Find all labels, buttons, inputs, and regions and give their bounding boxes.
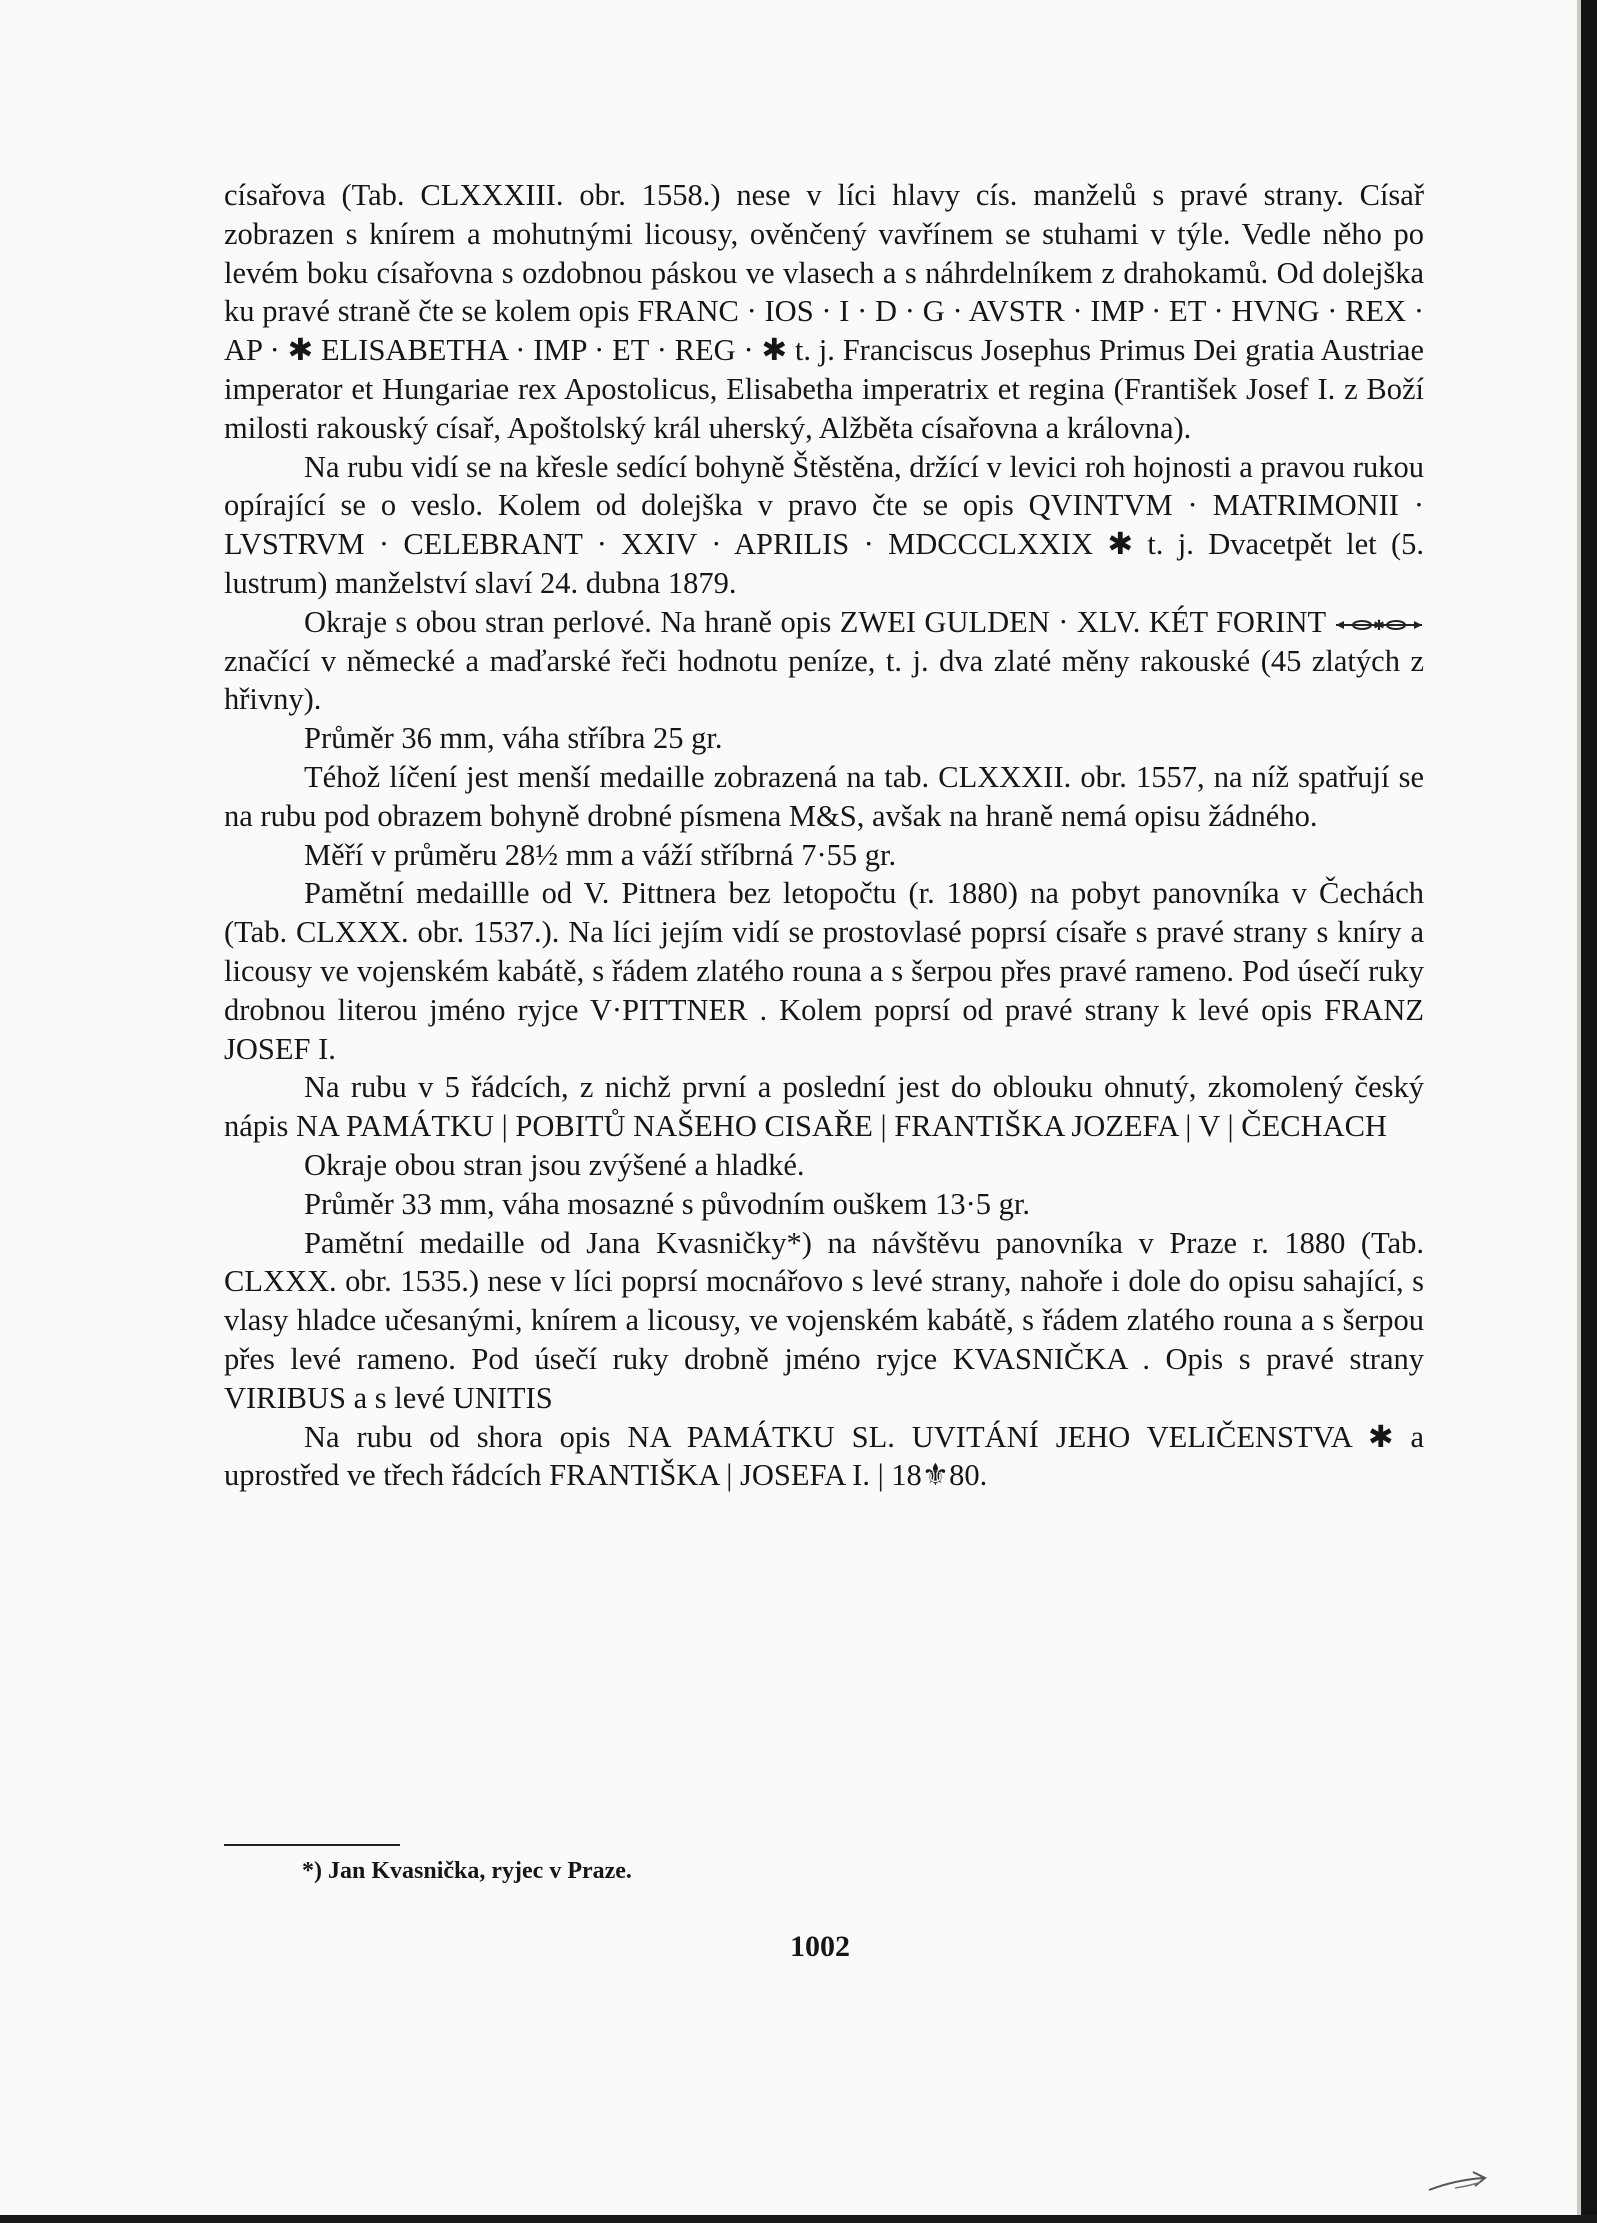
scan-border-right bbox=[1581, 0, 1597, 2223]
page-number: 1002 bbox=[790, 1930, 850, 1963]
footnote-divider bbox=[224, 1844, 400, 1846]
paragraph-obverse-description: císařova (Tab. CLXXXIII. obr. 1558.) nese v líci hlavy cís. manželů s pravé strany. Císař zobrazen s knírem a mohutnými licousy, ověnčený vavřínem se stuhami v týle. Vedle něho po levém boku císařovna s ozdobnou páskou ve vlasech a s náhrdelníkem z drahokamů. Od dolejška ku pravé straně čte se kolem opis FRANC · IOS · I · D · G · AVSTR · IMP · ET · HVNG · REX · AP · ✱ ELISABETHA · IMP · ET · REG · ✱ t. j. Franciscus Josephus Primus Dei gratia Austriae imperator et Hungariae rex Apostolicus, Elisabetha imperatrix et regina (František Josef I. z Boží milosti rakouský císař, Apoštolský král uherský, Alžběta císařovna a královna). bbox=[224, 178, 1424, 445]
paragraph-diameter-weight: Průměr 36 mm, váha stříbra 25 gr. bbox=[304, 721, 723, 756]
edges-text-end: značící v německé a maďarské řeči hodnotu peníze, t. j. dva zlaté měny rakouské (45 zlatých z hřivny). bbox=[224, 643, 1424, 717]
svg-text:✱: ✱ bbox=[1373, 617, 1385, 634]
footnote: *) Jan Kvasnička, ryjec v Praze. bbox=[302, 1858, 632, 1884]
paragraph-pittner-medal: Pamětní medaillle od V. Pittnera bez letopočtu (r. 1880) na pobyt panovníka v Čechách (Tab. CLXXX. obr. 1537.). Na líci jejím vidí se prostovlasé poprsí císaře s pravé strany s kníry a licousy ve vojenském kabátě, s řádem zlatého rouna a s šerpou přes pravé rameno. Pod úsečí ruky drobnou literou jméno ryjce V·PITTNER . Kolem poprsí od pravé strany k levé opis FRANZ JOSEF I. bbox=[224, 876, 1424, 1066]
paragraph-pittner-edges: Okraje obou stran jsou zvýšené a hladké. bbox=[304, 1147, 805, 1182]
paragraph-kvasnicka-medal: Pamětní medaille od Jana Kvasničky*) na návštěvu panovníka v Praze r. 1880 (Tab. CLXXX. obr. 1535.) nese v líci poprsí mocnářovo s levé strany, nahoře i dole do opisu sahající, s vlasy hladce učesanými, knírem a licousy, ve vojenském kabátě, s řádem zlatého rouna a s šerpou přes levé rameno. Pod úsečí ruky drobně jméno ryjce KVASNIČKA . Opis s pravé strany VIRIBUS a s levé UNITIS bbox=[224, 1225, 1424, 1415]
edge-ornament-icon bbox=[1334, 616, 1424, 634]
body-text bbox=[224, 176, 1424, 1495]
paragraph-edges bbox=[224, 603, 1424, 719]
paragraph-pittner-size: Průměr 33 mm, váha mosazné s původním ouškem 13·5 gr. bbox=[304, 1186, 1030, 1221]
paragraph-reverse-description: Na rubu vidí se na křesle sedící bohyně Štěstěna, držící v levici roh hojnosti a pravou rukou opírající se o veslo. Kolem od dolejška v pravo čte se opis QVINTVM · MATRIMONII · LVSTRVM · CELEBRANT · XXIV · APRILIS · MDCCCLXXIX ✱ t. j. Dvacetpět let (5. lustrum) manželství slaví 24. dubna 1879. bbox=[224, 449, 1424, 600]
paragraph-pittner-reverse: Na rubu v 5 řádcích, z nichž první a poslední jest do oblouku ohnutý, zkomolený český nápis NA PAMÁTKU | POBITŮ NAŠEHO CISAŘE | FRANTIŠKA JOZEFA | V | ČECHACH bbox=[224, 1070, 1424, 1144]
scan-border-bottom bbox=[0, 2215, 1597, 2223]
paragraph-kvasnicka-reverse: Na rubu od shora opis NA PAMÁTKU SL. UVITÁNÍ JEHO VELIČENSTVA ✱ a uprostřed ve třech řádcích FRANTIŠKA | JOSEFA I. | 18⚜80. bbox=[224, 1419, 1424, 1493]
paragraph-smaller-medal-size: Měří v průměru 28½ mm a váží stříbrná 7·55 gr. bbox=[304, 837, 897, 872]
pencil-arrow-icon bbox=[1425, 2168, 1495, 2198]
paragraph-smaller-medal: Téhož líčení jest menší medaille zobrazená na tab. CLXXXII. obr. 1557, na níž spatřují se na rubu pod obrazem bohyně drobné písmena M&S, avšak na hraně nemá opisu žádného. bbox=[224, 759, 1424, 833]
edges-text-start: Okraje s obou stran perlové. Na hraně opis ZWEI GULDEN · XLV. KÉT FORINT bbox=[304, 604, 1326, 639]
